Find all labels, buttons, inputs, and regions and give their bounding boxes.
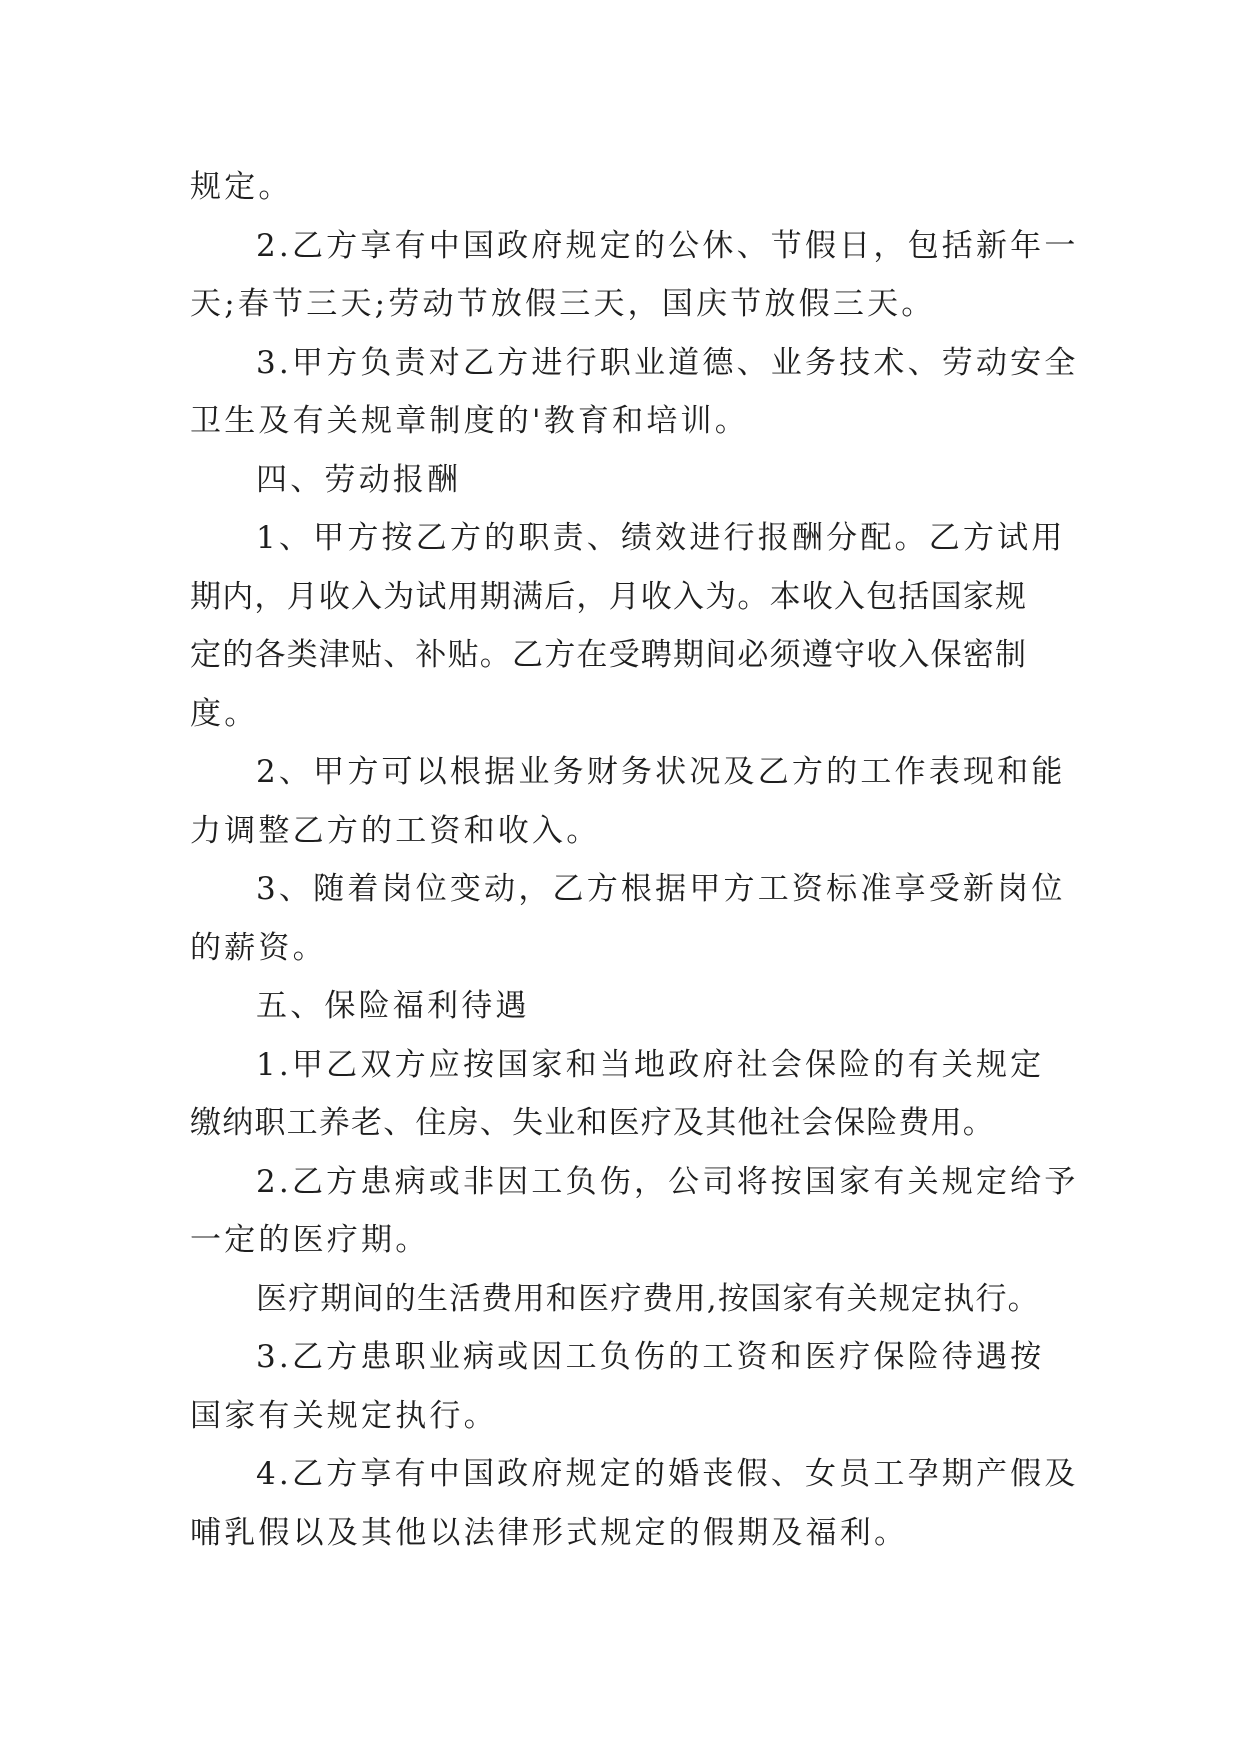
clause-4-leave-benefits: 4.乙方享有中国政府规定的婚丧假、女员工孕期产假及 — [256, 1456, 1079, 1492]
clause-1-remuneration: 1、甲方按乙方的职责、绩效进行报酬分配。乙方试用 — [256, 520, 1066, 556]
text-line: 期内，月收入为试用期满后，月收入为。本收入包括国家规 — [190, 578, 1028, 615]
text-line: 一定的医疗期。 — [190, 1222, 430, 1258]
clause-3-occupational-injury: 3.乙方患职业病或因工负伤的工资和医疗保险待遇按 — [256, 1339, 1045, 1375]
clause-2-sick-leave: 2.乙方患病或非因工负伤，公司将按国家有关规定给予 — [256, 1163, 1079, 1200]
text-line: 力调整乙方的工资和收入。 — [190, 812, 601, 849]
section-heading-insurance: 五、保险福利待遇 — [256, 988, 530, 1024]
text-line: 缴纳职工养老、住房、失业和医疗及其他社会保险费用。 — [190, 1105, 995, 1141]
text-line: 医疗期间的生活费用和医疗费用,按国家有关规定执行。 — [256, 1280, 1040, 1317]
text-line: 规定。 — [190, 169, 293, 205]
text-line: 度。 — [190, 695, 259, 732]
text-line: 国家有关规定执行。 — [190, 1397, 498, 1434]
section-heading-remuneration: 四、劳动报酬 — [256, 461, 462, 498]
clause-1-insurance: 1.甲乙双方应按国家和当地政府社会保险的有关规定 — [256, 1046, 1045, 1083]
clause-2-holidays: 2.乙方享有中国政府规定的公休、节假日，包括新年一 — [256, 227, 1079, 264]
text-line: 天;春节三天;劳动节放假三天，国庆节放假三天。 — [190, 286, 936, 322]
document-body — [190, 158, 1079, 1562]
clause-3-position-change: 3、随着岗位变动，乙方根据甲方工资标准享受新岗位 — [256, 871, 1066, 907]
clause-3-training: 3.甲方负责对乙方进行职业道德、业务技术、劳动安全 — [256, 344, 1079, 381]
text-line: 哺乳假以及其他以法律形式规定的假期及福利。 — [190, 1514, 909, 1551]
text-line: 定的各类津贴、补贴。乙方在受聘期间必须遵守收入保密制 — [190, 637, 1028, 673]
text-line: 卫生及有关规章制度的'教育和培训。 — [190, 403, 749, 439]
text-line: 的薪资。 — [190, 929, 327, 966]
clause-2-salary-adjustment: 2、甲方可以根据业务财务状况及乙方的工作表现和能 — [256, 754, 1066, 790]
